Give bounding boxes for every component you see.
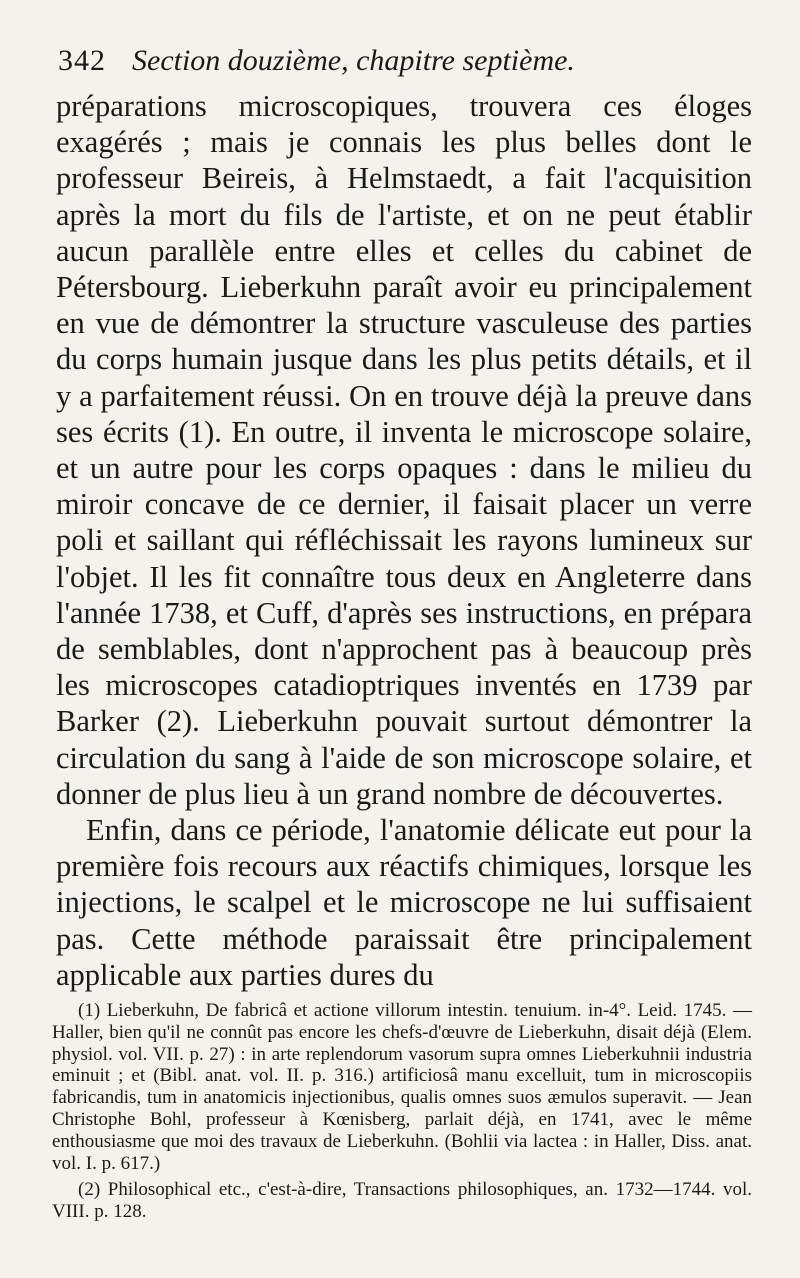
- page-number: 342: [58, 44, 106, 77]
- paragraph: préparations microscopiques, trouvera ces éloges exagérés ; mais je connais les plus belles dont le professeur Beireis, à Helmstaedt, a fait l'acquisition après la mort du fils de l'artiste, et on ne peut établir aucun parallèle entre elles et celles du cabinet de Pétersbourg. Lieberkuhn paraît avoir eu principalement en vue de démontrer la structure vasculeuse des parties du corps humain jusque dans les plus petits détails, et il y a parfaitement réussi. On en trouve déjà la preuve dans ses écrits (1). En outre, il inventa le microscope solaire, et un autre pour les corps opaques : dans le milieu du miroir concave de ce dernier, il faisait placer un verre poli et saillant qui réfléchissait les rayons lumineux sur l'objet. Il les fit connaître tous deux en Angleterre dans l'année 1738, et Cuff, d'après ses instructions, en prépara de semblables, dont n'approchent pas à beaucoup près les microscopes catadioptriques inventés en 1739 par Barker (2). Lieberkuhn pouvait surtout démontrer la circulation du sang à l'aide de son microscope solaire, et donner de plus lieu à un grand nombre de découvertes.: [56, 89, 752, 811]
- footnote-2: (2) Philosophical etc., c'est-à-dire, Transactions philosophiques, an. 1732—1744. vol. VIII. p. 128.: [52, 1179, 752, 1223]
- main-text: [56, 88, 752, 993]
- paragraph: Enfin, dans ce période, l'anatomie délicate eut pour la première fois recours aux réactifs chimiques, lorsque les injections, le scalpel et le microscope ne lui suffisaient pas. Cette méthode paraissait être principalement applicable aux parties dures du: [56, 813, 752, 992]
- running-title: Section douzième, chapitre septième.: [132, 44, 575, 77]
- running-header: [58, 44, 758, 78]
- footnote-1: (1) Lieberkuhn, De fabricâ et actione villorum intestin. tenuium. in-4°. Leid. 1745. — Haller, bien qu'il ne connût pas encore les chefs-d'œuvre de Lieberkuhn, disait déjà (Elem. physiol. vol. VII. p. 27) : in arte replendorum vasorum supra omnes Lieberkuhnii industria eminuit ; et (Bibl. anat. vol. II. p. 316.) artificiosâ manu excelluit, tum in microscopiis fabricandis, tum in anatomicis injectionibus, qualis omnes suos æmulos superavit. — Jean Christophe Bohl, professeur à Kœnisberg, parlait déjà, en 1741, avec le même enthousiasme que moi des travaux de Lieberkuhn. (Bohlii via lactea : in Haller, Diss. anat. vol. I. p. 617.): [52, 1000, 752, 1174]
- footnotes: [52, 1000, 752, 1223]
